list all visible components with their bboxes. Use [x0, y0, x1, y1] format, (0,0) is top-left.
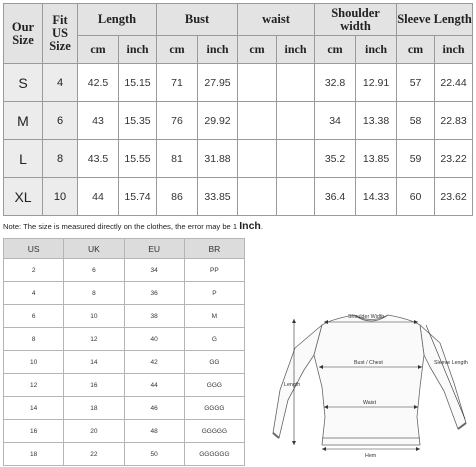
- measurement-cell: 42.5: [78, 64, 119, 102]
- measurement-cell: 43.5: [78, 140, 119, 178]
- bust-label: Bust / Chest: [354, 360, 383, 366]
- measurement-cell: 14.33: [356, 178, 397, 216]
- measurement-cell: 59: [397, 140, 435, 178]
- conversion-cell: GGGGG: [184, 420, 244, 443]
- conversion-header-cell: EU: [124, 239, 184, 259]
- conversion-cell: 6: [4, 305, 64, 328]
- conversion-cell: 16: [64, 374, 124, 397]
- conversion-cell: 10: [64, 305, 124, 328]
- measurement-cell: 13.38: [356, 102, 397, 140]
- shirt-body: [314, 315, 424, 445]
- size-chart-body: [4, 64, 473, 216]
- conversion-cell: 10: [4, 351, 64, 374]
- measurement-cell: 22.44: [435, 64, 473, 102]
- conversion-cell: GGGGGG: [184, 443, 244, 466]
- unit-cell: inch: [356, 36, 397, 64]
- conversion-header-row: [4, 239, 245, 259]
- measurement-cell: [277, 64, 315, 102]
- conversion-cell: 14: [64, 351, 124, 374]
- conversion-row: [4, 328, 245, 351]
- measurement-cell: 76: [157, 102, 198, 140]
- size-conversion-table: [3, 238, 245, 466]
- unit-cell: inch: [435, 36, 473, 64]
- conversion-row: [4, 420, 245, 443]
- measurement-cell: 23.22: [435, 140, 473, 178]
- size-row: [4, 102, 473, 140]
- header-our-size: Our Size: [4, 4, 43, 64]
- measurement-cell: 35.2: [315, 140, 356, 178]
- note-text: Note: The size is measured directly on the clothes, the error may be 1: [3, 222, 240, 231]
- conversion-cell: 12: [64, 328, 124, 351]
- header-bust: Bust: [157, 4, 238, 36]
- measurement-cell: 29.92: [198, 102, 238, 140]
- header-waist: waist: [238, 4, 315, 36]
- conversion-cell: 34: [124, 259, 184, 282]
- note-emphasis: Inch: [239, 220, 261, 232]
- fit-us-cell: 6: [43, 102, 78, 140]
- measurement-cell: [277, 140, 315, 178]
- conversion-row: [4, 351, 245, 374]
- conversion-cell: 50: [124, 443, 184, 466]
- conversion-cell: 44: [124, 374, 184, 397]
- unit-cell: cm: [397, 36, 435, 64]
- conversion-row: [4, 397, 245, 420]
- measurement-note: [3, 220, 263, 232]
- conversion-cell: GG: [184, 351, 244, 374]
- conversion-cell: P: [184, 282, 244, 305]
- waist-label: Waist: [363, 400, 377, 406]
- conversion-row: [4, 282, 245, 305]
- conversion-cell: 22: [64, 443, 124, 466]
- size-label-cell: L: [4, 140, 43, 178]
- header-fit-us-size: Fit US Size: [43, 4, 78, 64]
- conversion-row: [4, 259, 245, 282]
- conversion-cell: 6: [64, 259, 124, 282]
- size-row: [4, 64, 473, 102]
- measurement-cell: [238, 178, 277, 216]
- size-row: [4, 178, 473, 216]
- size-label-cell: S: [4, 64, 43, 102]
- measurement-cell: 86: [157, 178, 198, 216]
- unit-cell: inch: [119, 36, 157, 64]
- measurement-cell: [277, 178, 315, 216]
- conversion-cell: 20: [64, 420, 124, 443]
- unit-cell: inch: [277, 36, 315, 64]
- header-length: Length: [78, 4, 157, 36]
- conversion-cell: GGGG: [184, 397, 244, 420]
- conversion-cell: 18: [64, 397, 124, 420]
- measurement-cell: [277, 102, 315, 140]
- conversion-row: [4, 305, 245, 328]
- measurement-cell: 43: [78, 102, 119, 140]
- conversion-cell: 16: [4, 420, 64, 443]
- length-label: Length: [284, 382, 301, 388]
- conversion-cell: 14: [4, 397, 64, 420]
- measurement-cell: 33.85: [198, 178, 238, 216]
- measurement-cell: 15.15: [119, 64, 157, 102]
- conversion-cell: PP: [184, 259, 244, 282]
- conversion-cell: 38: [124, 305, 184, 328]
- measurement-cell: 71: [157, 64, 198, 102]
- conversion-cell: G: [184, 328, 244, 351]
- measurement-cell: 57: [397, 64, 435, 102]
- fit-us-cell: 4: [43, 64, 78, 102]
- size-label-cell: XL: [4, 178, 43, 216]
- conversion-header-cell: UK: [64, 239, 124, 259]
- measurement-cell: 34: [315, 102, 356, 140]
- sleeve-length-label: Sleeve Length: [434, 360, 468, 366]
- size-label-cell: M: [4, 102, 43, 140]
- measurement-cell: 32.8: [315, 64, 356, 102]
- unit-cell: inch: [198, 36, 238, 64]
- measurement-cell: 15.55: [119, 140, 157, 178]
- conversion-row: [4, 374, 245, 397]
- conversion-cell: 48: [124, 420, 184, 443]
- measurement-cell: 13.85: [356, 140, 397, 178]
- conversion-header-cell: BR: [184, 239, 244, 259]
- measurement-cell: [238, 102, 277, 140]
- size-conversion-body: [4, 239, 245, 466]
- header-shoulder-width: Shoulder width: [315, 4, 397, 36]
- right-sleeve: [420, 325, 466, 429]
- measurement-cell: 23.62: [435, 178, 473, 216]
- conversion-cell: GGG: [184, 374, 244, 397]
- unit-cell: cm: [78, 36, 119, 64]
- header-sleeve-length: Sleeve Length: [397, 4, 473, 36]
- note-end: .: [260, 222, 263, 231]
- measurement-cell: 81: [157, 140, 198, 178]
- unit-cell: cm: [238, 36, 277, 64]
- conversion-row: [4, 443, 245, 466]
- measurement-cell: 15.35: [119, 102, 157, 140]
- measurement-cell: [238, 140, 277, 178]
- conversion-cell: 2: [4, 259, 64, 282]
- measurement-cell: 44: [78, 178, 119, 216]
- size-chart-table: [3, 3, 473, 216]
- measurement-cell: 31.88: [198, 140, 238, 178]
- size-row: [4, 140, 473, 178]
- measurement-cell: 15.74: [119, 178, 157, 216]
- measurement-cell: [238, 64, 277, 102]
- conversion-header-cell: US: [4, 239, 64, 259]
- conversion-cell: 46: [124, 397, 184, 420]
- fit-us-cell: 8: [43, 140, 78, 178]
- unit-cell: cm: [315, 36, 356, 64]
- conversion-cell: 8: [4, 328, 64, 351]
- sleeve-arrow: [426, 325, 465, 419]
- hem-label: Hem: [365, 453, 377, 459]
- conversion-cell: 42: [124, 351, 184, 374]
- measurement-cell: 36.4: [315, 178, 356, 216]
- shirt-measurement-diagram: [270, 305, 473, 465]
- conversion-cell: 18: [4, 443, 64, 466]
- conversion-cell: 40: [124, 328, 184, 351]
- conversion-cell: 4: [4, 282, 64, 305]
- measurement-cell: 12.91: [356, 64, 397, 102]
- measurement-cell: 60: [397, 178, 435, 216]
- conversion-cell: M: [184, 305, 244, 328]
- measurement-cell: 22.83: [435, 102, 473, 140]
- fit-us-cell: 10: [43, 178, 78, 216]
- measurement-cell: 27.95: [198, 64, 238, 102]
- conversion-cell: 36: [124, 282, 184, 305]
- conversion-cell: 12: [4, 374, 64, 397]
- measurement-cell: 58: [397, 102, 435, 140]
- unit-cell: cm: [157, 36, 198, 64]
- shoulder-width-label: Shoulder Width: [348, 314, 385, 320]
- conversion-cell: 8: [64, 282, 124, 305]
